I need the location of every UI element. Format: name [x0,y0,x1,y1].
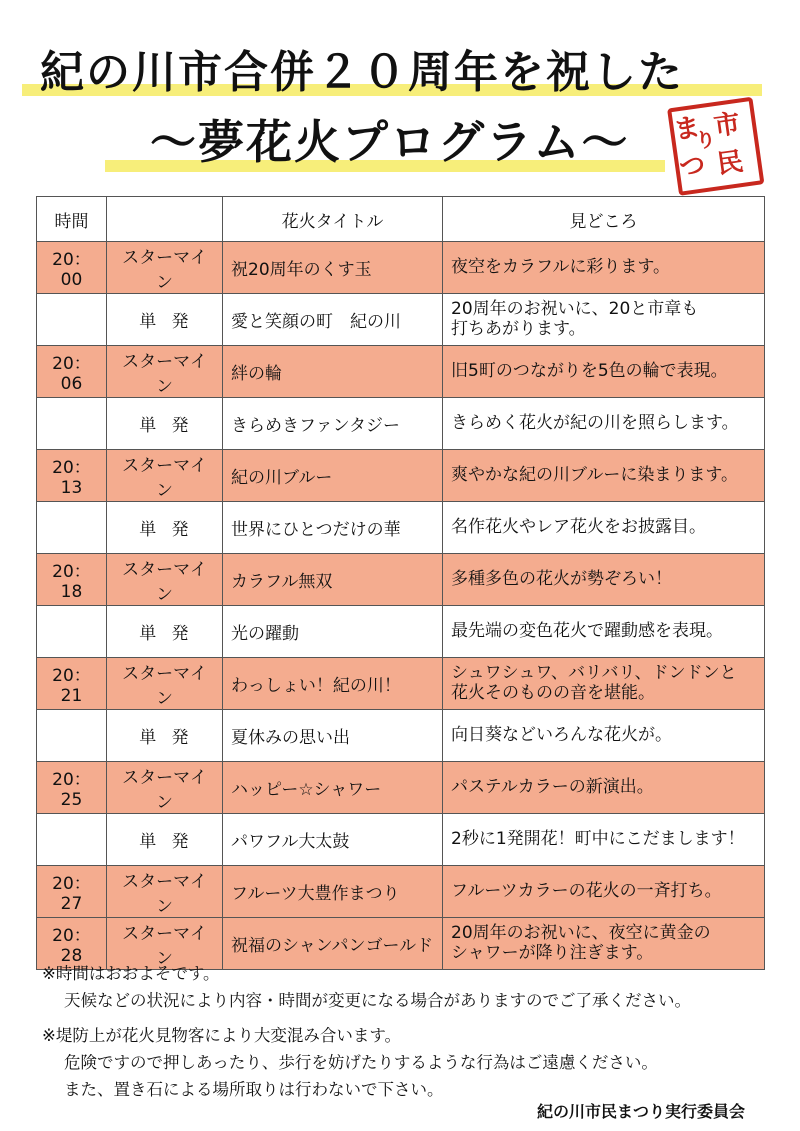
row-highlight [443,294,765,346]
row-kind: スターマイン [107,242,223,294]
row-highlight [443,398,765,450]
row-kind: スターマイン [107,866,223,918]
row-title: 祝福のシャンパンゴールド [223,918,443,970]
row-title: きらめきファンタジー [223,398,443,450]
row-highlight [443,814,765,866]
table-row [37,294,765,346]
row-highlight [443,502,765,554]
row-highlight [443,242,765,294]
row-time: 20：25 [37,762,107,814]
highlight-line: 名作花火やレア花火をお披露目。 [451,516,706,537]
row-time [37,606,107,658]
highlight-line: 20周年のお祝いに、20と市章も [451,298,699,319]
row-highlight [443,606,765,658]
row-kind: スターマイン [107,554,223,606]
row-kind: 単発 [107,814,223,866]
highlight-line: フルーツカラーの花火の一斉打ち。 [451,880,722,901]
row-kind: スターマイン [107,762,223,814]
table-row [37,710,765,762]
row-title: カラフル無双 [223,554,443,606]
row-time [37,710,107,762]
row-kind: 単発 [107,294,223,346]
row-highlight [443,554,765,606]
table-row [37,242,765,294]
row-kind: 単発 [107,606,223,658]
highlight-line: 多種多色の花火が勢ぞろい！ [451,568,672,589]
row-time: 20：13 [37,450,107,502]
note-line: 天候などの状況により内容・時間が変更になる場合がありますのでご了承ください。 [64,991,691,1010]
highlight-line: 向日葵などいろんな花火が。 [451,724,672,745]
row-kind: スターマイン [107,450,223,502]
table-row [37,450,765,502]
page-title-line1: 紀の川市合併２０周年を祝した [40,47,684,98]
row-title: 夏休みの思い出 [223,710,443,762]
row-time: 20：06 [37,346,107,398]
highlight-line: きらめく花火が紀の川を照らします。 [451,412,739,433]
row-highlight [443,710,765,762]
row-time: 20：21 [37,658,107,710]
notes [42,960,691,1103]
stamp-char: ま [672,112,703,146]
row-time: 20：18 [37,554,107,606]
row-kind: 単発 [107,710,223,762]
highlight-line: 2秒に1発開花！町中にこだまします！ [451,828,745,849]
table-header-row [37,197,765,242]
stamp-char: り [694,126,718,153]
organizer: 紀の川市民まつり実行委員会 [537,1102,746,1121]
page-title-line2: ～夢花火プログラム～ [150,115,630,169]
table-row [37,346,765,398]
stamp-char: 市 [711,108,742,143]
highlight-line: シャワーが降り注ぎます。 [451,942,654,963]
header-kind [107,197,223,242]
row-kind: 単発 [107,398,223,450]
table-row [37,606,765,658]
note-line: 危険ですので押しあったり、歩行を妨げたりするような行為はご遠慮ください。 [64,1053,658,1072]
table-row [37,658,765,710]
row-highlight [443,658,765,710]
row-kind: 単発 [107,502,223,554]
table-row [37,554,765,606]
highlight-line: パステルカラーの新演出。 [451,776,654,797]
highlight-line: シュワシュワ、バリバリ、ドンドンと [451,662,737,683]
highlight-line: 旧5町のつながりを5色の輪で表現。 [451,360,728,381]
row-title: 祝20周年のくす玉 [223,242,443,294]
highlight-line: 夜空をカラフルに彩ります。 [451,256,670,277]
highlight-line: 爽やかな紀の川ブルーに染まります。 [451,464,738,485]
table-row [37,762,765,814]
row-title: ハッピー☆シャワー [223,762,443,814]
header-title: 花火タイトル [223,197,443,242]
highlight-line: 打ちあがります。 [451,318,586,339]
highlight-line: 20周年のお祝いに、夜空に黄金の [451,922,711,943]
row-highlight [443,450,765,502]
highlight-line: 最先端の変色花火で躍動感を表現。 [451,620,723,641]
row-time: 20：28 [37,918,107,970]
table-row [37,866,765,918]
row-highlight [443,346,765,398]
note-line: また、置き石による場所取りは行わないで下さい。 [64,1080,444,1099]
row-time [37,294,107,346]
row-kind: スターマイン [107,346,223,398]
table-row [37,814,765,866]
row-title: フルーツ大豊作まつり [223,866,443,918]
row-kind: スターマイン [107,918,223,970]
stamp-char: つ [677,150,708,184]
header-highlight: 見どころ [443,197,765,242]
row-time [37,398,107,450]
row-title: 世界にひとつだけの華 [223,502,443,554]
note-line: ※時間はおおよそです。 [42,964,220,983]
table-row [37,502,765,554]
row-time: 20：27 [37,866,107,918]
note-line: ※堤防上が花火見物客により大変混み合います。 [42,1026,402,1045]
row-title: 光の躍動 [223,606,443,658]
table-row [37,398,765,450]
festival-stamp-logo [656,85,781,211]
row-highlight [443,866,765,918]
row-kind: スターマイン [107,658,223,710]
row-time [37,502,107,554]
header-time: 時間 [37,197,107,242]
highlight-line: 花火そのものの音を堪能。 [451,682,655,703]
stamp-char: 民 [715,146,746,181]
row-title: 絆の輪 [223,346,443,398]
row-time [37,814,107,866]
row-time: 20：00 [37,242,107,294]
program-table [36,196,765,970]
row-highlight [443,762,765,814]
row-title: わっしょい！紀の川！ [223,658,443,710]
row-title: 愛と笑顔の町 紀の川 [223,294,443,346]
row-title: パワフル大太鼓 [223,814,443,866]
row-title: 紀の川ブルー [223,450,443,502]
